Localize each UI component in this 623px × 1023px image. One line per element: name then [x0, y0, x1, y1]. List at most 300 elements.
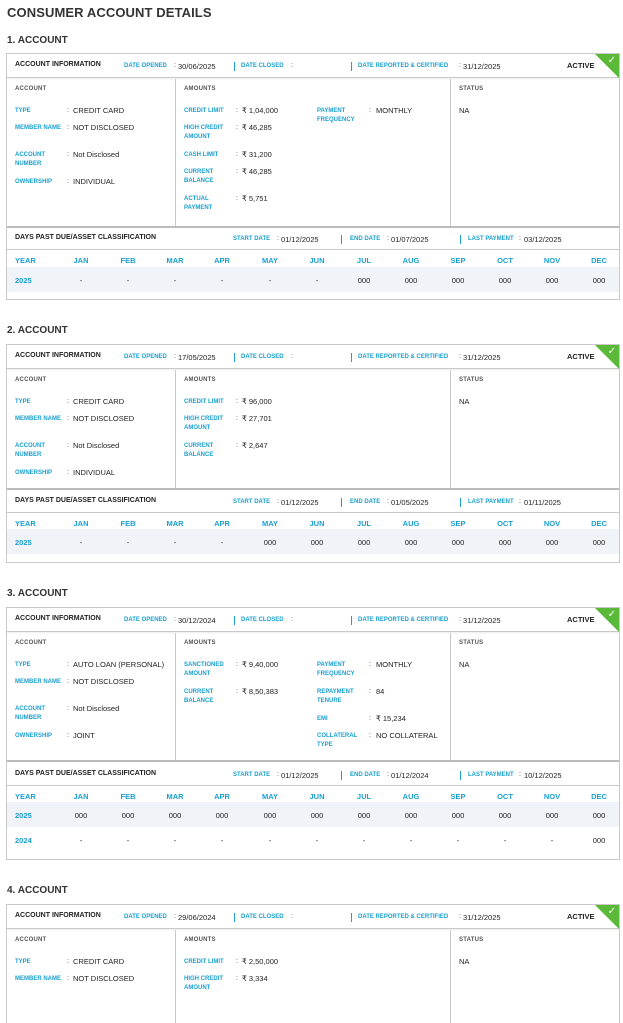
dpd-month-header: JUL [356, 519, 372, 528]
end-date-label: END DATE [350, 499, 381, 505]
dpd-month-header: AUG [402, 519, 420, 528]
account-number-value: Not Disclosed [73, 441, 120, 450]
column-divider [450, 930, 451, 1023]
page-title: CONSUMER ACCOUNT DETAILS [7, 5, 212, 20]
dpd-year-header: YEAR [15, 256, 36, 265]
dpd-cell: 000 [263, 811, 277, 820]
account-number-label: ACCOUNT NUMBER [15, 706, 45, 721]
date-reported-label: DATE REPORTED & CERTIFIED [358, 63, 449, 69]
colon: : [236, 958, 238, 965]
colon: : [236, 442, 238, 449]
ownership-label: OWNERSHIP [15, 470, 53, 476]
column-divider [450, 633, 451, 760]
dpd-cell: 000 [498, 276, 512, 285]
type-value: CREDIT CARD [73, 106, 125, 115]
colon: : [387, 771, 389, 778]
dpd-month-header: MAR [166, 519, 184, 528]
status-value: NA [459, 957, 470, 966]
date-closed-label: DATE CLOSED [241, 914, 284, 920]
colon: : [236, 688, 238, 695]
dpd-cell: 000 [498, 811, 512, 820]
account-card [6, 904, 620, 1023]
date-closed-label: DATE CLOSED [241, 354, 284, 360]
amount-label: CASH LIMIT [184, 152, 219, 158]
date-opened-value: 30/12/2024 [178, 616, 216, 625]
divider [7, 249, 619, 250]
amount-label: CREDIT LIMIT [184, 108, 224, 114]
start-date-label: START DATE [233, 236, 271, 242]
last-payment-value: 10/12/2025 [524, 771, 562, 780]
dpd-month-header: NOV [543, 792, 561, 801]
dpd-month-header: APR [214, 256, 230, 265]
dpd-cell: 000 [121, 811, 135, 820]
type-value: CREDIT CARD [73, 397, 125, 406]
account-heading: 4. ACCOUNT [7, 885, 68, 896]
member-name-value: NOT DISCLOSED [73, 677, 135, 686]
dpd-cell: - [268, 836, 272, 845]
dpd-month-header: SEP [450, 256, 466, 265]
column-divider [175, 79, 176, 226]
amounts-section-heading: AMOUNTS [184, 377, 216, 383]
separator [351, 353, 352, 362]
account-info-bar [7, 345, 619, 369]
type-label: TYPE [15, 108, 31, 114]
amount-value: ₹ 46,285 [242, 167, 272, 176]
type-label: TYPE [15, 399, 31, 405]
dpd-cell: 000 [592, 836, 606, 845]
amount-label: CURRENT BALANCE [184, 443, 214, 458]
colon: : [369, 715, 371, 722]
member-name-label: MEMBER NAME [15, 679, 61, 685]
dpd-month-header: DEC [591, 256, 607, 265]
separator [234, 353, 235, 362]
dpd-cell: 000 [404, 276, 418, 285]
amounts-section-heading: AMOUNTS [184, 86, 216, 92]
colon: : [236, 151, 238, 158]
amount-value: ₹ 9,40,000 [242, 660, 279, 669]
amount-label: HIGH CREDIT AMOUNT [184, 976, 223, 991]
amount-value: ₹ 1,04,000 [242, 106, 279, 115]
amount-label: SANCTIONED AMOUNT [184, 662, 224, 677]
colon: : [67, 124, 69, 131]
colon: : [67, 705, 69, 712]
colon: : [236, 661, 238, 668]
date-opened-label: DATE OPENED [124, 63, 167, 69]
amount-value: ₹ 8,50,383 [242, 687, 279, 696]
dpd-title: DAYS PAST DUE/ASSET CLASSIFICATION [15, 234, 157, 241]
dpd-month-header: JUL [356, 256, 372, 265]
status-badge: ACTIVE [567, 615, 595, 624]
account-section-heading: ACCOUNT [15, 640, 47, 646]
colon: : [67, 178, 69, 185]
account-info-label: ACCOUNT INFORMATION [15, 61, 101, 68]
dpd-year: 2024 [15, 836, 32, 845]
start-date-label: START DATE [233, 772, 271, 778]
account-number-value: Not Disclosed [73, 704, 120, 713]
last-payment-value: 03/12/2025 [524, 235, 562, 244]
colon: : [277, 235, 279, 242]
dpd-month-header: MAY [262, 792, 278, 801]
date-opened-value: 29/06/2024 [178, 913, 216, 922]
date-opened-label: DATE OPENED [124, 354, 167, 360]
amount-label: CREDIT LIMIT [184, 959, 224, 965]
date-reported-value: 31/12/2025 [463, 616, 501, 625]
dpd-cell: - [220, 836, 224, 845]
dpd-cell: 000 [215, 811, 229, 820]
type-value: AUTO LOAN (PERSONAL) [73, 660, 165, 669]
amount-value: ₹ 27,701 [242, 414, 272, 423]
dpd-cell: - [126, 538, 130, 547]
colon: : [236, 168, 238, 175]
member-name-value: NOT DISCLOSED [73, 974, 135, 983]
colon: : [67, 415, 69, 422]
dpd-cell: 000 [498, 538, 512, 547]
amount-value: ₹ 31,200 [242, 150, 272, 159]
column-divider [175, 930, 176, 1023]
dpd-cell: 000 [404, 811, 418, 820]
status-value: NA [459, 106, 470, 115]
colon: : [67, 661, 69, 668]
amount-value: ₹ 3,334 [242, 974, 268, 983]
colon: : [67, 442, 69, 449]
dpd-row [7, 529, 619, 554]
column-divider [450, 79, 451, 226]
start-date-value: 01/12/2025 [281, 498, 319, 507]
dpd-row [7, 802, 619, 827]
dpd-month-header: JAN [73, 792, 89, 801]
colon: : [291, 913, 293, 920]
dpd-month-header: JUN [309, 519, 325, 528]
last-payment-label: LAST PAYMENT [468, 499, 514, 505]
dpd-month-header: MAR [166, 256, 184, 265]
account-section-heading: ACCOUNT [15, 937, 47, 943]
colon: : [67, 151, 69, 158]
dpd-month-header: MAY [262, 519, 278, 528]
amount-label: REPAYMENT TENURE [317, 689, 354, 704]
dpd-cell: - [503, 836, 507, 845]
dpd-cell: - [315, 276, 319, 285]
divider [7, 760, 619, 762]
account-info-label: ACCOUNT INFORMATION [15, 352, 101, 359]
colon: : [67, 678, 69, 685]
end-date-label: END DATE [350, 772, 381, 778]
dpd-month-header: NOV [543, 519, 561, 528]
dpd-cell: 000 [451, 276, 465, 285]
colon: : [369, 688, 371, 695]
amount-value: ₹ 5,751 [242, 194, 268, 203]
column-divider [450, 370, 451, 488]
account-info-label: ACCOUNT INFORMATION [15, 615, 101, 622]
account-heading: 1. ACCOUNT [7, 35, 68, 46]
date-reported-value: 31/12/2025 [463, 353, 501, 362]
end-date-value: 01/12/2024 [391, 771, 429, 780]
dpd-cell: - [173, 836, 177, 845]
separator [341, 498, 342, 507]
dpd-cell: 000 [592, 276, 606, 285]
separator [341, 235, 342, 244]
dpd-cell: - [220, 276, 224, 285]
colon: : [277, 498, 279, 505]
dpd-month-header: DEC [591, 792, 607, 801]
colon: : [459, 913, 461, 920]
dpd-cell: 000 [404, 538, 418, 547]
date-reported-value: 31/12/2025 [463, 62, 501, 71]
amount-value: ₹ 2,647 [242, 441, 268, 450]
colon: : [67, 469, 69, 476]
type-label: TYPE [15, 959, 31, 965]
dpd-cell: - [126, 836, 130, 845]
account-card [6, 607, 620, 860]
dpd-month-header: JUN [309, 792, 325, 801]
dpd-cell: - [79, 538, 83, 547]
date-reported-label: DATE REPORTED & CERTIFIED [358, 914, 449, 920]
dpd-month-header: OCT [497, 256, 513, 265]
dpd-cell: 000 [310, 811, 324, 820]
member-name-label: MEMBER NAME [15, 416, 61, 422]
colon: : [387, 498, 389, 505]
colon: : [459, 616, 461, 623]
dpd-cell: 000 [451, 811, 465, 820]
last-payment-label: LAST PAYMENT [468, 772, 514, 778]
dpd-cell: - [362, 836, 366, 845]
divider [7, 226, 619, 228]
dpd-year: 2025 [15, 276, 32, 285]
start-date-value: 01/12/2025 [281, 771, 319, 780]
dpd-month-header: MAY [262, 256, 278, 265]
dpd-cell: - [456, 836, 460, 845]
date-reported-value: 31/12/2025 [463, 913, 501, 922]
date-opened-label: DATE OPENED [124, 914, 167, 920]
member-name-value: NOT DISCLOSED [73, 123, 135, 132]
dpd-month-header: SEP [450, 519, 466, 528]
checkmark-icon: ✓ [607, 346, 616, 357]
ownership-value: INDIVIDUAL [73, 177, 116, 186]
end-date-label: END DATE [350, 236, 381, 242]
dpd-month-header: JAN [73, 519, 89, 528]
colon: : [369, 732, 371, 739]
colon: : [291, 353, 293, 360]
colon: : [236, 124, 238, 131]
dpd-month-header: FEB [120, 519, 136, 528]
colon: : [236, 415, 238, 422]
amount-value: NO COLLATERAL [376, 731, 438, 740]
colon: : [67, 398, 69, 405]
amount-label: ACTUAL PAYMENT [184, 196, 213, 211]
ownership-label: OWNERSHIP [15, 179, 53, 185]
dpd-month-header: OCT [497, 519, 513, 528]
dpd-month-header: OCT [497, 792, 513, 801]
dpd-cell: - [173, 276, 177, 285]
colon: : [236, 107, 238, 114]
status-badge: ACTIVE [567, 912, 595, 921]
dpd-cell: 000 [592, 538, 606, 547]
amount-value: ₹ 96,000 [242, 397, 272, 406]
date-opened-label: DATE OPENED [124, 617, 167, 623]
amounts-section-heading: AMOUNTS [184, 640, 216, 646]
colon: : [459, 62, 461, 69]
status-value: NA [459, 397, 470, 406]
date-opened-value: 30/06/2025 [178, 62, 216, 71]
colon: : [369, 107, 371, 114]
account-card [6, 53, 620, 300]
amount-value: MONTHLY [376, 106, 413, 115]
start-date-label: START DATE [233, 499, 271, 505]
start-date-value: 01/12/2025 [281, 235, 319, 244]
separator [234, 913, 235, 922]
ownership-value: INDIVIDUAL [73, 468, 116, 477]
colon: : [174, 353, 176, 360]
last-payment-value: 01/11/2025 [524, 498, 561, 507]
dpd-cell: - [79, 276, 83, 285]
amount-label: EMI [317, 716, 328, 722]
column-divider [175, 633, 176, 760]
colon: : [174, 62, 176, 69]
colon: : [174, 913, 176, 920]
dpd-year-header: YEAR [15, 792, 36, 801]
dpd-month-header: APR [214, 519, 230, 528]
dpd-month-header: FEB [120, 792, 136, 801]
separator [351, 62, 352, 71]
colon: : [519, 771, 521, 778]
dpd-cell: 000 [357, 276, 371, 285]
status-badge: ACTIVE [567, 61, 595, 70]
account-number-value: Not Disclosed [73, 150, 120, 159]
colon: : [67, 107, 69, 114]
dpd-cell: - [550, 836, 554, 845]
member-name-label: MEMBER NAME [15, 976, 61, 982]
amount-label: CREDIT LIMIT [184, 399, 224, 405]
colon: : [519, 498, 521, 505]
divider [7, 512, 619, 513]
account-section-heading: ACCOUNT [15, 86, 47, 92]
colon: : [519, 235, 521, 242]
account-section-heading: ACCOUNT [15, 377, 47, 383]
checkmark-icon: ✓ [607, 906, 616, 917]
account-heading: 3. ACCOUNT [7, 588, 68, 599]
amount-value: ₹ 2,50,000 [242, 957, 279, 966]
dpd-cell: - [315, 836, 319, 845]
colon: : [277, 771, 279, 778]
colon: : [174, 616, 176, 623]
ownership-label: OWNERSHIP [15, 733, 53, 739]
status-section-heading: STATUS [459, 377, 484, 383]
divider [7, 785, 619, 786]
status-section-heading: STATUS [459, 640, 484, 646]
end-date-value: 01/07/2025 [391, 235, 429, 244]
dpd-row [7, 827, 619, 852]
date-reported-label: DATE REPORTED & CERTIFIED [358, 354, 449, 360]
dpd-month-header: APR [214, 792, 230, 801]
dpd-month-header: JAN [73, 256, 89, 265]
account-info-bar [7, 54, 619, 78]
dpd-year: 2025 [15, 538, 32, 547]
dpd-cell: - [220, 538, 224, 547]
colon: : [236, 195, 238, 202]
date-reported-label: DATE REPORTED & CERTIFIED [358, 617, 449, 623]
dpd-cell: - [126, 276, 130, 285]
dpd-month-header: JUL [356, 792, 372, 801]
dpd-month-header: AUG [402, 792, 420, 801]
dpd-cell: - [268, 276, 272, 285]
divider [7, 488, 619, 490]
colon: : [236, 398, 238, 405]
date-closed-label: DATE CLOSED [241, 63, 284, 69]
dpd-month-header: SEP [450, 792, 466, 801]
dpd-cell: 000 [357, 538, 371, 547]
amount-label: CURRENT BALANCE [184, 689, 214, 704]
dpd-cell: - [173, 538, 177, 547]
separator [351, 616, 352, 625]
column-divider [175, 370, 176, 488]
dpd-cell: 000 [74, 811, 88, 820]
amount-label: HIGH CREDIT AMOUNT [184, 125, 223, 140]
colon: : [291, 616, 293, 623]
colon: : [291, 62, 293, 69]
dpd-cell: 000 [357, 811, 371, 820]
colon: : [67, 958, 69, 965]
dpd-month-header: DEC [591, 519, 607, 528]
dpd-year: 2025 [15, 811, 32, 820]
separator [460, 498, 461, 507]
amount-label: PAYMENT FREQUENCY [317, 108, 355, 123]
date-closed-label: DATE CLOSED [241, 617, 284, 623]
dpd-month-header: AUG [402, 256, 420, 265]
end-date-value: 01/05/2025 [391, 498, 429, 507]
member-name-value: NOT DISCLOSED [73, 414, 135, 423]
status-section-heading: STATUS [459, 86, 484, 92]
dpd-cell: - [409, 836, 413, 845]
dpd-cell: 000 [168, 811, 182, 820]
date-opened-value: 17/05/2025 [178, 353, 216, 362]
type-value: CREDIT CARD [73, 957, 125, 966]
colon: : [459, 353, 461, 360]
separator [234, 616, 235, 625]
account-heading: 2. ACCOUNT [7, 325, 68, 336]
separator [234, 62, 235, 71]
dpd-row [7, 267, 619, 292]
account-card [6, 344, 620, 563]
amount-value: ₹ 46,285 [242, 123, 272, 132]
amount-value: ₹ 15,234 [376, 714, 406, 723]
separator [460, 235, 461, 244]
last-payment-label: LAST PAYMENT [468, 236, 514, 242]
dpd-month-header: FEB [120, 256, 136, 265]
ownership-value: JOINT [73, 731, 95, 740]
amount-value: MONTHLY [376, 660, 413, 669]
checkmark-icon: ✓ [607, 609, 616, 620]
amounts-section-heading: AMOUNTS [184, 937, 216, 943]
account-info-label: ACCOUNT INFORMATION [15, 912, 101, 919]
separator [341, 771, 342, 780]
colon: : [67, 975, 69, 982]
dpd-title: DAYS PAST DUE/ASSET CLASSIFICATION [15, 497, 157, 504]
account-number-label: ACCOUNT NUMBER [15, 152, 45, 167]
type-label: TYPE [15, 662, 31, 668]
dpd-cell: 000 [592, 811, 606, 820]
dpd-month-header: NOV [543, 256, 561, 265]
status-value: NA [459, 660, 470, 669]
account-info-bar [7, 905, 619, 929]
account-number-label: ACCOUNT NUMBER [15, 443, 45, 458]
separator [351, 913, 352, 922]
colon: : [67, 732, 69, 739]
amount-label: PAYMENT FREQUENCY [317, 662, 355, 677]
dpd-cell: 000 [263, 538, 277, 547]
dpd-cell: 000 [545, 538, 559, 547]
amount-label: HIGH CREDIT AMOUNT [184, 416, 223, 431]
dpd-month-header: JUN [309, 256, 325, 265]
amount-label: COLLATERAL TYPE [317, 733, 358, 748]
